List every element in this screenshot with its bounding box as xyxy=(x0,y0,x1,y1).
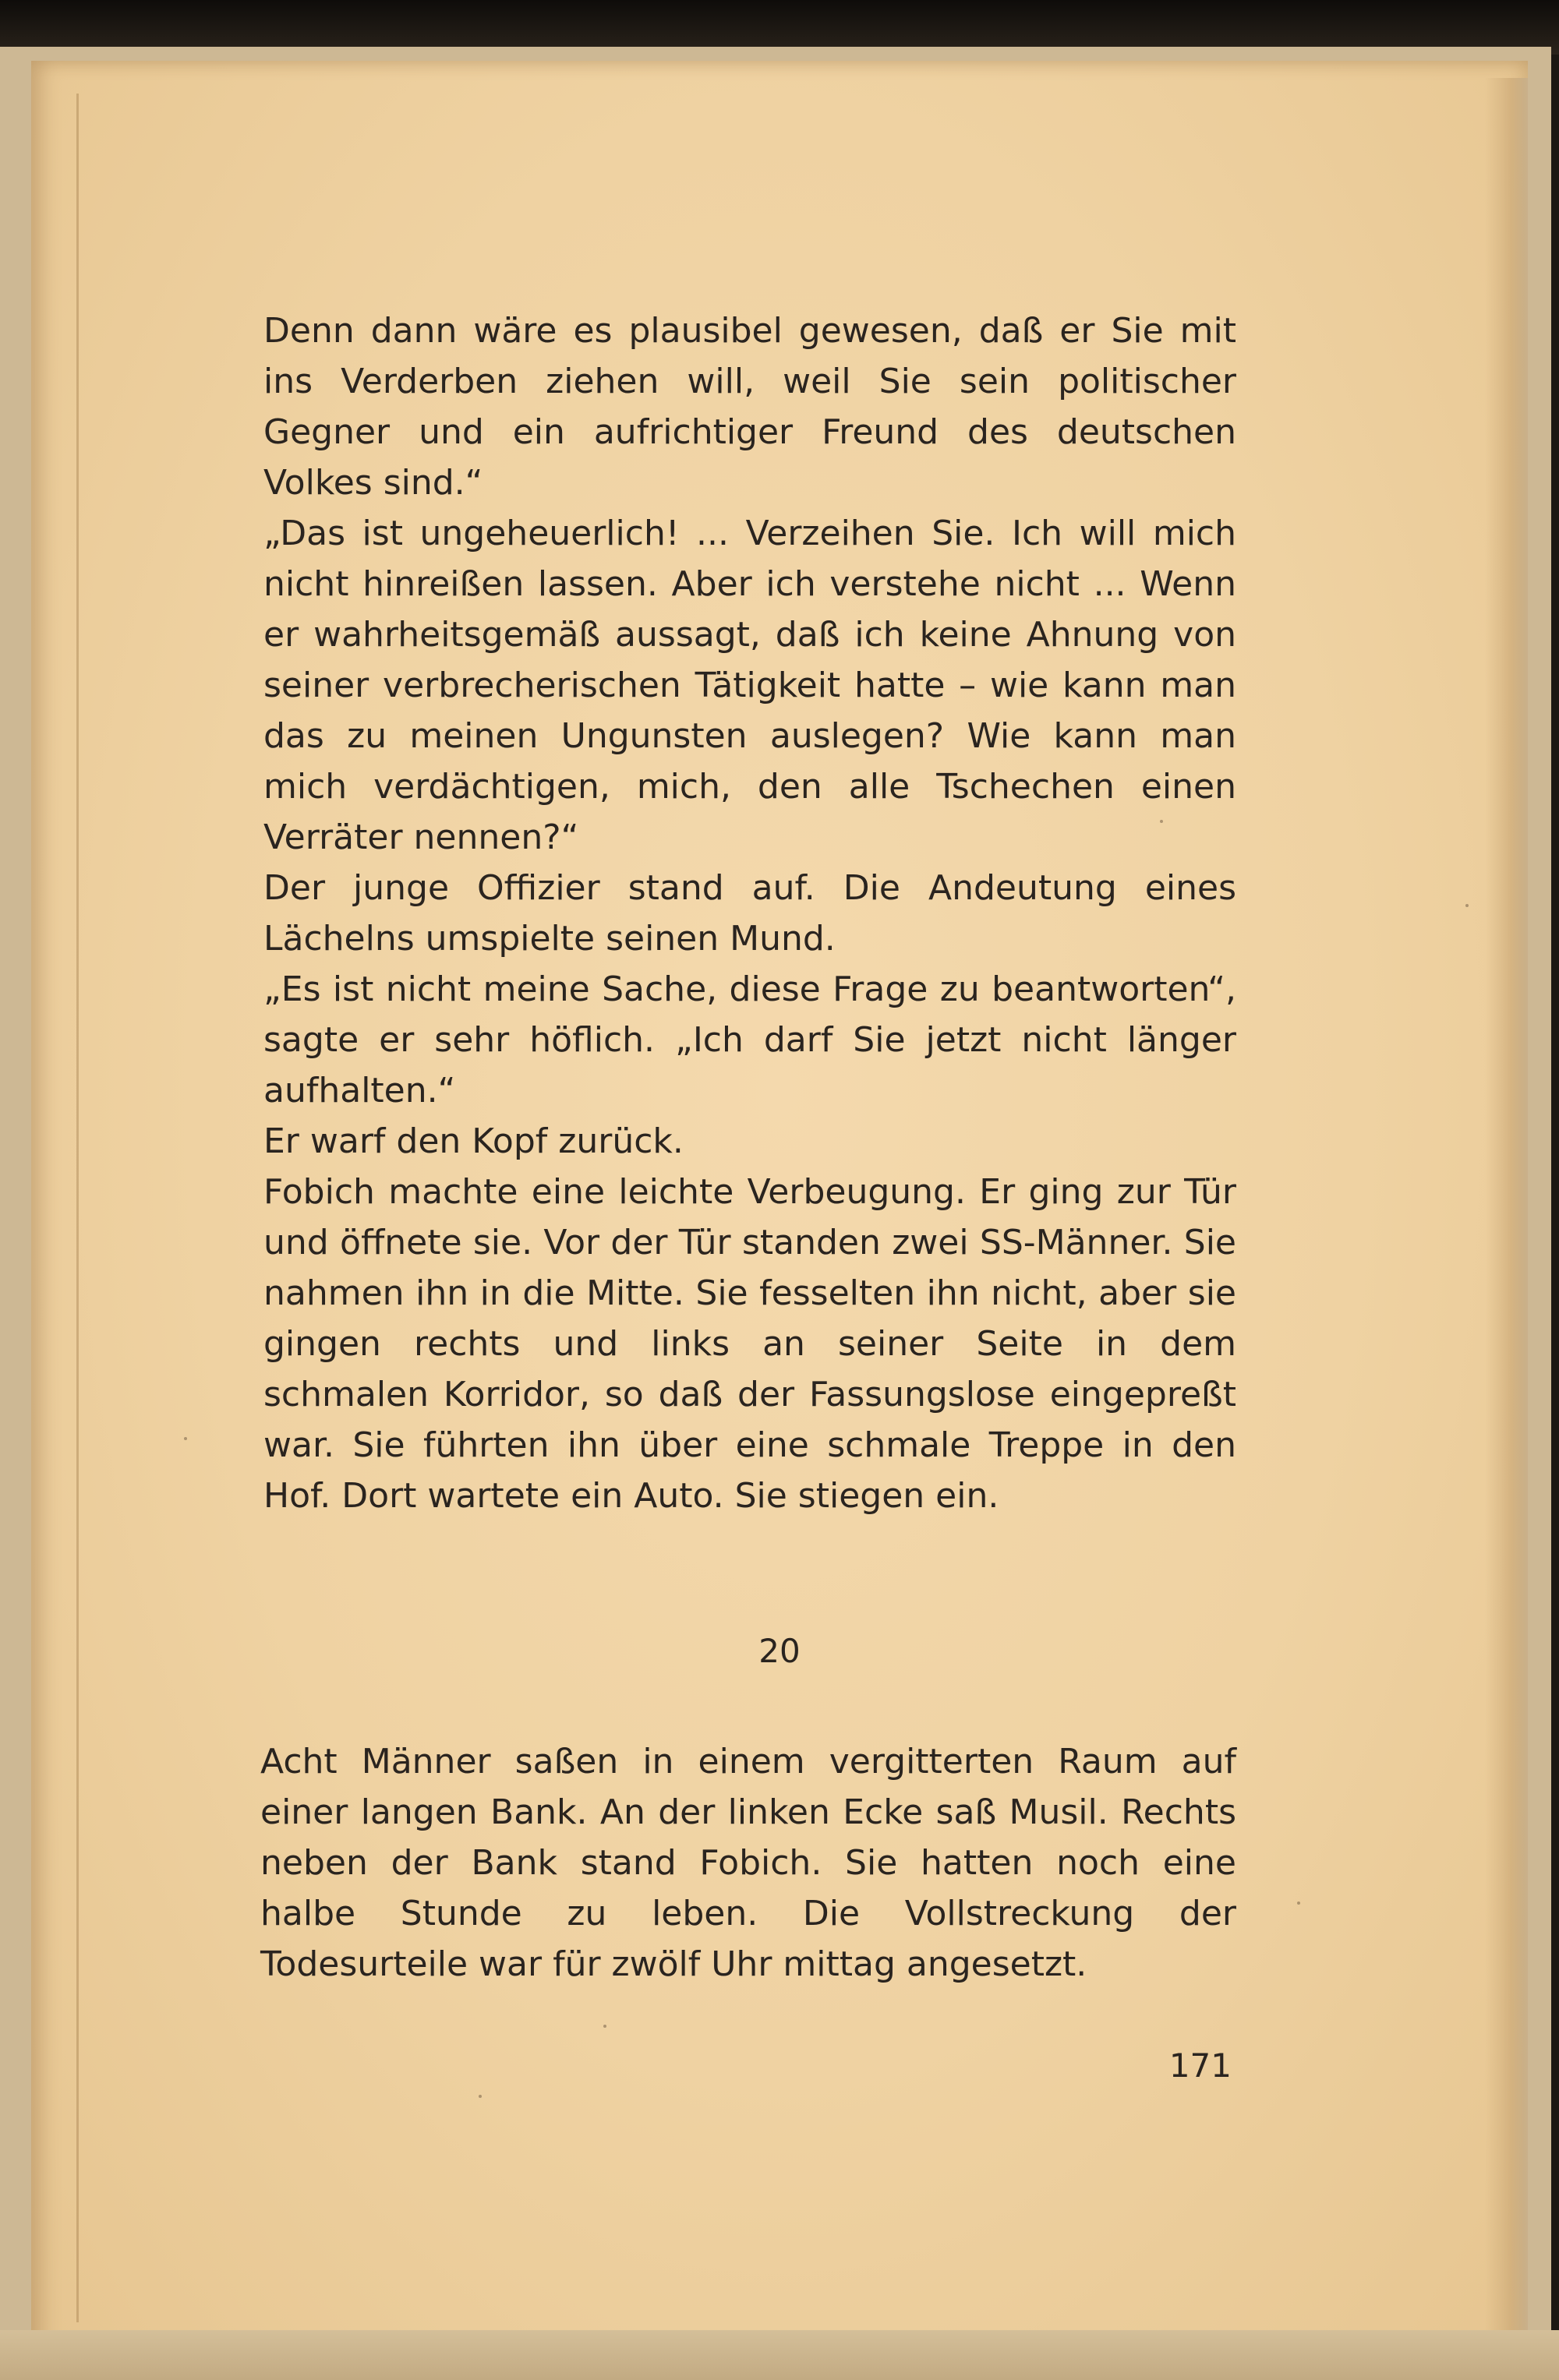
paper-speck xyxy=(479,2095,482,2098)
paragraph: Fobich machte eine leichte Verbeugung. Er ging zur Tür und öffnete sie. Vor der Tür standen zwei SS-Männer. Sie nahmen ihn in die Mitte. Sie fesselten ihn nicht, aber sie gingen rechts und links an seiner Seite in dem schmalen Korridor, so daß der Fassungslose eingepreßt war. Sie führten ihn über eine schmale Treppe in den Hof. Dort wartete ein Auto. Sie stiegen ein. xyxy=(263,1172,1236,1516)
paragraph: Er warf den Kopf zurück. xyxy=(263,1121,684,1161)
page-number: 171 xyxy=(1168,2046,1232,2085)
paragraph: „Das ist ungeheuerlich! ... Verzeihen Sie. Ich will mich nicht hinreißen lassen. Aber ich verstehe nicht ... Wenn er wahrheitsgemäß aussagt, daß ich keine Ahnung von seiner verbrecherischen Tätigkeit hatte – wie kann man das zu meinen Ungunsten auslegen? Wie kann man mich verdächtigen, mich, den alle Tschechen einen Verräter nennen?“ xyxy=(263,514,1236,857)
page-right-edge xyxy=(1485,78,1528,2338)
paragraph: Acht Männer saßen in einem vergitterten Raum auf einer langen Bank. An der linken Ecke saß Musil. Rechts neben der Bank stand Fobich. Sie hatten noch eine halbe Stunde zu leben. Die Vollstreckung der Todesurteile war für zwölf Uhr mittag angesetzt. xyxy=(260,1742,1236,1984)
paragraph: Der junge Offizier stand auf. Die Andeutung eines Lächelns umspielte seinen Mund. xyxy=(263,868,1236,959)
paragraph: Denn dann wäre es plausibel gewesen, daß er Sie mit ins Verderben ziehen will, weil Sie sein politischer Gegner und ein aufrichtiger Freund des deutschen Volkes sind.“ xyxy=(263,311,1236,503)
body-text-top xyxy=(263,305,1236,1521)
body-text-bottom xyxy=(260,1736,1236,1990)
paper-speck xyxy=(1297,1902,1300,1905)
paper-speck xyxy=(603,2025,606,2028)
chapter-number: 20 xyxy=(758,1632,801,1670)
paper-speck xyxy=(184,1437,187,1440)
gutter-fold-line xyxy=(76,94,79,2322)
page-bottom-edge xyxy=(0,2330,1559,2380)
paragraph: „Es ist nicht meine Sache, diese Frage zu beantworten“, sagte er sehr höflich. „Ich darf Sie jetzt nicht länger aufhalten.“ xyxy=(263,969,1236,1111)
paper-speck xyxy=(1465,904,1469,907)
